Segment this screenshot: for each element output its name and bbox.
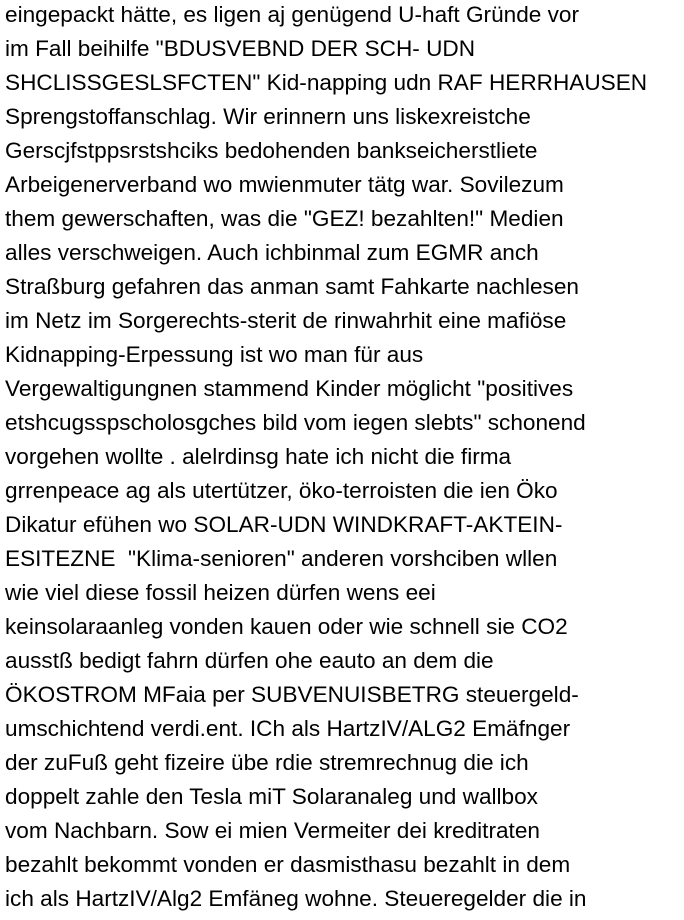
text-line-12: Vergewaltigungnen stammend Kinder möglicht "positives <box>5 376 574 401</box>
text-line-14: vorgehen wollte . alelrdinsg hate ich nicht die firma <box>5 444 512 469</box>
text-line-15: grrenpeace ag als utertützer, öko-terroisten die ien Öko <box>5 478 558 503</box>
text-line-1: eingepackt hätte, es ligen aj genügend U-haft Gründe vor <box>5 2 580 27</box>
text-line-27: ich als HartzIV/Alg2 Emfäneg wohne. Steueregelder die in <box>5 886 587 911</box>
text-line-20: ausstß bedigt fahrn dürfen ohe eauto an dem die <box>5 648 494 673</box>
text-line-8: alles verschweigen. Auch ichbinmal zum EGMR anch <box>5 240 539 265</box>
text-line-25: vom Nachbarn. Sow ei mien Vermeiter dei kreditraten <box>5 818 540 843</box>
text-line-3: SHCLISSGESLSFCTEN" Kid-napping udn RAF HERRHAUSEN <box>5 70 648 95</box>
text-line-18: wie viel diese fossil heizen dürfen wens eei <box>5 580 436 605</box>
text-line-13: etshcugsspscholosgches bild vom iegen slebts" schonend <box>5 410 586 435</box>
text-line-11: Kidnapping-Erpessung ist wo man für aus <box>5 342 424 367</box>
text-line-22: umschichtend verdi.ent. ICh als HartzIV/ALG2 Emäfnger <box>5 716 571 741</box>
document-text <box>5 0 684 916</box>
text-line-23: der zuFuß geht fizeire übe rdie stremrechnug die ich <box>5 750 529 775</box>
text-line-2: im Fall beihilfe "BDUSVEBND DER SCH- UDN <box>5 36 476 61</box>
text-line-24: doppelt zahle den Tesla miT Solaranaleg und wallbox <box>5 784 538 809</box>
text-line-21: ÖKOSTROM MFaia per SUBVENUISBETRG steuergeld- <box>5 682 579 707</box>
text-line-26: bezahlt bekommt vonden er dasmisthasu bezahlt in dem <box>5 852 571 877</box>
text-line-17: ESITEZNE "Klima-senioren" anderen vorshciben wllen <box>5 546 558 571</box>
text-line-16: Dikatur efühen wo SOLAR-UDN WINDKRAFT-AKTEIN- <box>5 512 563 537</box>
text-line-7: them gewerschaften, was die "GEZ! bezahlten!" Medien <box>5 206 564 231</box>
text-line-19: keinsolaraanleg vonden kauen oder wie schnell sie CO2 <box>5 614 568 639</box>
text-line-10: im Netz im Sorgerechts-sterit de rinwahrhit eine mafiöse <box>5 308 567 333</box>
text-line-9: Straßburg gefahren das anman samt Fahkarte nachlesen <box>5 274 579 299</box>
text-line-4: Sprengstoffanschlag. Wir erinnern uns liskexreistche <box>5 104 531 129</box>
text-line-5: Gerscjfstppsrstshciks bedohenden bankseicherstliete <box>5 138 538 163</box>
text-line-6: Arbeigenerverband wo mwienmuter tätg war. Sovilezum <box>5 172 564 197</box>
